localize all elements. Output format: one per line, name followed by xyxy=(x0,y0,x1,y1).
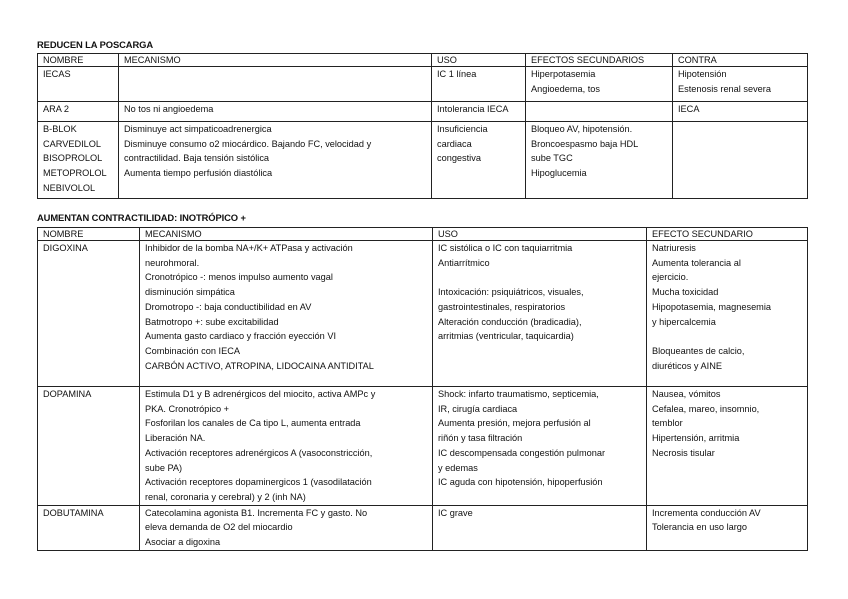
inotropico-table xyxy=(37,227,808,551)
contra-cell xyxy=(673,122,808,199)
cell-line: Liberación NA. xyxy=(145,433,206,444)
cell-line: IC descompensada congestión pulmonar xyxy=(438,447,606,458)
mecanismo-cell xyxy=(140,241,433,387)
cell-line: Angioedema, tos xyxy=(531,83,600,94)
cell-line: Combinación con IECA xyxy=(145,345,240,356)
cell-line: Disminuye act simpaticoadrenergica xyxy=(124,124,272,134)
efectos-cell xyxy=(526,122,673,199)
cell-line: arritmias (ventricular, taquicardia) xyxy=(438,331,574,342)
cell-line: riñón y tasa filtración xyxy=(438,433,523,444)
nombre-cell xyxy=(38,241,140,387)
cell-line: DOBUTAMINA xyxy=(43,507,104,518)
cell-line: Cronotrópico -: menos impulso aumento vagal xyxy=(145,272,333,283)
mecanismo-cell xyxy=(140,505,433,550)
header-cell: NOMBRE xyxy=(38,228,140,241)
cell-line: renal, coronaria y cerebral) y 2 (inh NA) xyxy=(145,491,306,502)
cell-line: Bloqueantes de calcio, xyxy=(652,345,745,356)
mecanismo-cell xyxy=(140,387,433,506)
cell-line: Tolerancia en uso largo xyxy=(652,522,747,533)
cell-line: contractilidad. Baja tensión sistólica xyxy=(124,153,270,164)
cell-line: sube PA) xyxy=(145,462,183,473)
cell-line: Dromotropo -: baja conductibilidad en AV xyxy=(145,301,312,312)
cell-line: diuréticos y AINE xyxy=(652,360,722,371)
uso-cell xyxy=(433,241,647,387)
cell-line: IECA xyxy=(678,104,700,114)
nombre-cell xyxy=(38,102,119,122)
cell-line: Hiperpotasemia xyxy=(531,69,596,79)
cell-line: DOPAMINA xyxy=(43,389,92,399)
uso-cell xyxy=(433,387,647,506)
nombre-cell xyxy=(38,505,140,550)
cell-line: Nausea, vómitos xyxy=(652,389,721,399)
header-row xyxy=(38,228,808,241)
nombre-cell xyxy=(38,67,119,102)
cell-line: Bloqueo AV, hipotensión. xyxy=(531,124,633,134)
cell-line: Insuficiencia xyxy=(437,124,488,134)
cell-line: B-BLOK xyxy=(43,124,77,134)
cell-line: Catecolamina agonista B1. Incrementa FC y gasto. No xyxy=(145,507,368,518)
cell-line: Hipotensión xyxy=(678,69,727,79)
header-cell: MECANISMO xyxy=(119,54,432,67)
cell-line: Estimula D1 y B adrenérgicos del miocito, activa AMPc y xyxy=(145,389,376,399)
cell-line: Aumenta tolerancia al xyxy=(652,257,741,268)
efectos-cell xyxy=(526,67,673,102)
efecto-cell xyxy=(647,505,808,550)
section1-title: REDUCEN LA POSCARGA xyxy=(37,39,153,50)
cell-line: Hipertensión, arritmia xyxy=(652,433,740,444)
cell-line: No tos ni angioedema xyxy=(124,104,214,114)
cell-line: Hipopotasemia, magnesemia xyxy=(652,301,771,312)
cell-line: PKA. Cronotrópico + xyxy=(145,403,230,414)
cell-line: Asociar a digoxina xyxy=(145,537,221,548)
cell-line: Activación receptores adrenérgicos A (vasoconstricción, xyxy=(145,447,373,458)
cell-line: ejercicio. xyxy=(652,272,689,283)
contra-cell xyxy=(673,102,808,122)
cell-line: Aumenta tiempo perfusión diastólica xyxy=(124,168,273,179)
cell-line: IR, cirugía cardiaca xyxy=(438,403,518,414)
table-row xyxy=(38,122,808,199)
cell-line: ARA 2 xyxy=(43,104,70,114)
efecto-cell xyxy=(647,387,808,506)
cell-line: neurohmoral. xyxy=(145,257,200,268)
cell-line: Fosforilan los canales de Ca tipo L, aumenta entrada xyxy=(145,418,361,429)
cell-line: Aumenta gasto cardiaco y fracción eyección VI xyxy=(145,331,336,342)
cell-line: Alteración conducción (bradicadia), xyxy=(438,316,582,327)
cell-line: Necrosis tisular xyxy=(652,447,715,458)
mecanismo-cell xyxy=(119,102,432,122)
table-row xyxy=(38,102,808,122)
table-row xyxy=(38,387,808,506)
header-cell: USO xyxy=(433,228,647,241)
cell-line: Estenosis renal severa xyxy=(678,83,771,94)
cell-line: NEBIVOLOL xyxy=(43,182,96,193)
mecanismo-cell xyxy=(119,122,432,199)
poscarga-table xyxy=(37,53,808,199)
uso-cell xyxy=(433,505,647,550)
table-row xyxy=(38,67,808,102)
cell-line: sube TGC xyxy=(531,153,573,164)
cell-line: temblor xyxy=(652,418,683,429)
uso-cell xyxy=(432,67,526,102)
efecto-cell xyxy=(647,241,808,387)
cell-gap xyxy=(438,270,643,285)
mecanismo-cell xyxy=(119,67,432,102)
cell-line: IC aguda con hipotensión, hipoperfusión xyxy=(438,477,603,488)
cell-line: y edemas xyxy=(438,462,478,473)
header-row xyxy=(38,54,808,67)
cell-line: Activación receptores dopaminergicos 1 (vasodilatación xyxy=(145,477,372,488)
cell-line: Natriuresis xyxy=(652,243,696,253)
uso-cell xyxy=(432,102,526,122)
cell-line: Inhibidor de la bomba NA+/K+ ATPasa y activación xyxy=(145,243,353,253)
cell-line: congestiva xyxy=(437,153,481,164)
cell-line: gastrointestinales, respiratorios xyxy=(438,301,566,312)
section2-title: AUMENTAN CONTRACTILIDAD: INOTRÓPICO + xyxy=(37,212,246,223)
header-cell: CONTRA xyxy=(673,54,808,67)
header-cell: EFECTOS SECUNDARIOS xyxy=(526,54,673,67)
cell-line: Intolerancia IECA xyxy=(437,104,509,114)
cell-line: BISOPROLOL xyxy=(43,153,103,164)
header-cell: NOMBRE xyxy=(38,54,119,67)
cell-line: Aumenta presión, mejora perfusión al xyxy=(438,418,591,429)
cell-line: Disminuye consumo o2 miocárdico. Bajando FC, velocidad y xyxy=(124,138,372,149)
cell-line: Cefalea, mareo, insomnio, xyxy=(652,403,760,414)
cell-line: Antiarrítmico xyxy=(438,257,490,268)
header-cell: USO xyxy=(432,54,526,67)
cell-line: METOPROLOL xyxy=(43,168,107,179)
cell-line: cardiaca xyxy=(437,138,472,149)
cell-line: Mucha toxicidad xyxy=(652,287,719,298)
cell-line: disminución simpática xyxy=(145,287,235,298)
cell-line: IC 1 línea xyxy=(437,69,477,79)
cell-line: Hipoglucemia xyxy=(531,168,587,179)
cell-line: eleva demanda de O2 del miocardio xyxy=(145,522,293,533)
cell-line: CARVEDILOL xyxy=(43,138,102,149)
cell-line: IC grave xyxy=(438,507,473,518)
cell-line: Shock: infarto traumatismo, septicemia, xyxy=(438,389,599,399)
cell-line: Broncoespasmo baja HDL xyxy=(531,138,639,149)
cell-gap xyxy=(652,329,804,344)
table-row xyxy=(38,241,808,387)
nombre-cell xyxy=(38,387,140,506)
cell-line: Batmotropo +: sube excitabilidad xyxy=(145,316,279,327)
cell-line: IECAS xyxy=(43,69,71,79)
cell-line: Intoxicación: psiquiátricos, visuales, xyxy=(438,287,584,298)
cell-line: Incrementa conducción AV xyxy=(652,507,761,518)
cell-line: DIGOXINA xyxy=(43,243,88,253)
cell-line: CARBÓN ACTIVO, ATROPINA, LIDOCAINA ANTIDITAL xyxy=(145,360,374,371)
efectos-cell xyxy=(526,102,673,122)
table-row xyxy=(38,505,808,550)
contra-cell xyxy=(673,67,808,102)
cell-line: y hipercalcemia xyxy=(652,316,716,327)
cell-line: IC sistólica o IC con taquiarritmia xyxy=(438,243,573,253)
uso-cell xyxy=(432,122,526,199)
header-cell: MECANISMO xyxy=(140,228,433,241)
header-cell: EFECTO SECUNDARIO xyxy=(647,228,808,241)
nombre-cell xyxy=(38,122,119,199)
